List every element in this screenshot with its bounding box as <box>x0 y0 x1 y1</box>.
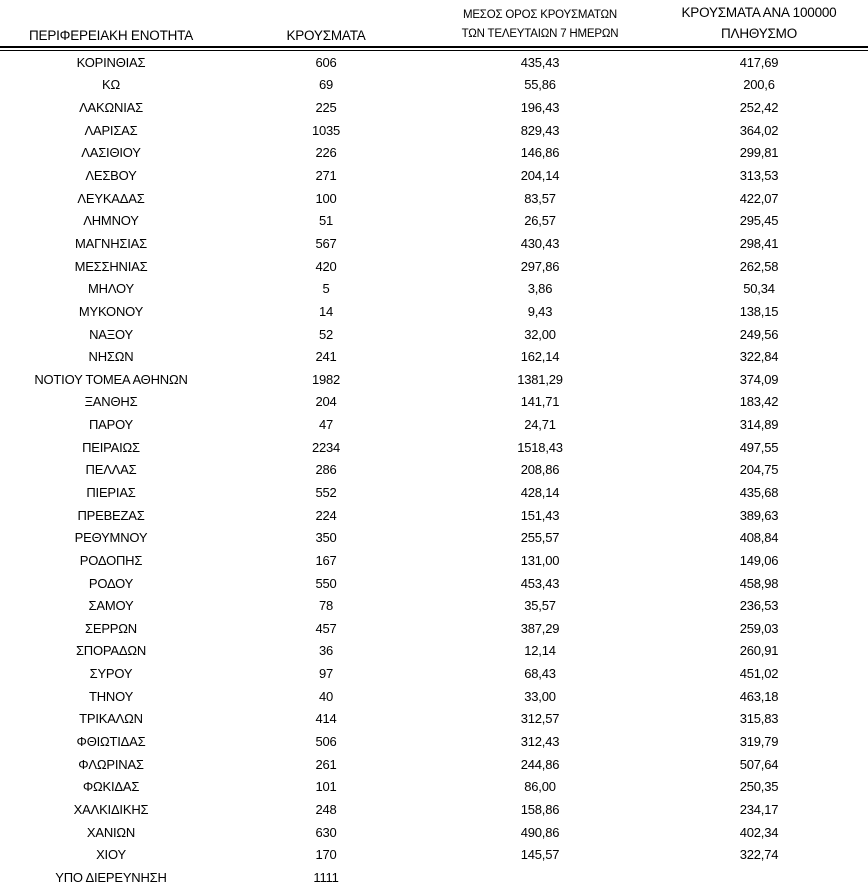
avg7-cell: 26,57 <box>524 213 556 229</box>
cases-cell: 47 <box>318 417 334 433</box>
table-row <box>0 142 868 165</box>
cases-cell: 420 <box>315 258 337 274</box>
per100k-cell: 295,45 <box>739 213 779 229</box>
col-header-avg7 <box>430 0 650 46</box>
per100k-cell: 236,53 <box>739 598 779 614</box>
avg7-cell: 430,43 <box>520 235 560 251</box>
region-cell: ΛΑΚΩΝΙΑΣ <box>79 100 143 116</box>
cases-cell: 225 <box>315 100 337 116</box>
cases-cell: 14 <box>318 303 334 319</box>
per100k-cell: 249,56 <box>739 326 779 342</box>
table-row <box>0 255 868 278</box>
region-cell: ΝΑΞΟΥ <box>89 326 133 342</box>
avg7-cell: 312,43 <box>520 734 560 750</box>
region-cell: ΣΥΡΟΥ <box>89 666 133 682</box>
table-header <box>0 0 868 46</box>
per100k-cell <box>650 866 868 889</box>
table-row <box>0 798 868 821</box>
per100k-cell: 234,17 <box>739 801 779 817</box>
region-cell: ΣΕΡΡΩΝ <box>85 620 137 636</box>
per100k-cell: 497,55 <box>739 439 779 455</box>
cases-cell: 271 <box>315 168 337 184</box>
table-row <box>0 572 868 595</box>
region-cell: ΠΙΕΡΙΑΣ <box>86 484 136 500</box>
per100k-cell: 252,42 <box>739 100 779 116</box>
per100k-cell: 408,84 <box>739 530 779 546</box>
table-row <box>0 232 868 255</box>
per100k-cell: 402,34 <box>739 824 779 840</box>
cases-cell: 100 <box>315 190 337 206</box>
cases-cell: 40 <box>318 688 334 704</box>
per100k-cell: 417,69 <box>739 54 779 70</box>
cases-cell: 1982 <box>311 371 341 387</box>
cases-cell: 630 <box>315 824 337 840</box>
cases-cell: 1111 <box>313 869 339 885</box>
cases-cell: 261 <box>315 756 337 772</box>
table-row <box>0 708 868 731</box>
region-cell: ΛΑΡΙΣΑΣ <box>84 122 138 138</box>
avg7-cell: 158,86 <box>520 801 560 817</box>
avg7-cell: 829,43 <box>520 122 560 138</box>
table-row <box>0 549 868 572</box>
col-header-per100k <box>650 0 868 46</box>
avg7-cell: 255,57 <box>520 530 560 546</box>
region-cell: ΝΗΣΩΝ <box>88 349 134 365</box>
avg7-cell: 32,00 <box>524 326 556 342</box>
header-row <box>0 0 868 46</box>
per100k-cell: 314,89 <box>739 417 779 433</box>
avg7-cell: 244,86 <box>520 756 560 772</box>
cases-cell: 5 <box>322 281 330 297</box>
avg7-cell: 387,29 <box>520 620 560 636</box>
cases-cell: 457 <box>315 620 337 636</box>
col-header-per100k-line2: ΠΛΗΘΥΣΜΟ <box>720 26 798 41</box>
cases-cell: 2234 <box>311 439 341 455</box>
per100k-cell: 315,83 <box>739 711 779 727</box>
avg7-cell <box>430 866 650 889</box>
per100k-cell: 298,41 <box>739 235 779 251</box>
cases-cell: 167 <box>315 552 337 568</box>
cases-cell: 248 <box>315 801 337 817</box>
table-row <box>0 51 868 74</box>
table-row <box>0 96 868 119</box>
region-cell: ΝΟΤΙΟΥ ΤΟΜΕΑ ΑΘΗΝΩΝ <box>34 371 188 387</box>
per100k-cell: 204,75 <box>739 462 779 478</box>
avg7-cell: 3,86 <box>527 281 553 297</box>
col-header-per100k-line1: ΚΡΟΥΣΜΑΤΑ ΑΝΑ 100000 <box>681 5 837 20</box>
avg7-cell: 312,57 <box>520 711 560 727</box>
per100k-cell: 374,09 <box>739 371 779 387</box>
region-cell: ΜΗΛΟΥ <box>88 281 134 297</box>
col-header-cases: ΚΡΟΥΣΜΑΤΑ <box>286 28 366 43</box>
avg7-cell: 1381,29 <box>517 371 563 387</box>
avg7-cell: 35,57 <box>524 598 556 614</box>
per100k-cell: 451,02 <box>739 666 779 682</box>
table-row <box>0 843 868 866</box>
table-row <box>0 413 868 436</box>
avg7-cell: 145,57 <box>520 847 560 863</box>
cases-cell: 224 <box>315 507 337 523</box>
region-cell: ΦΘΙΩΤΙΔΑΣ <box>76 734 146 750</box>
cases-cell: 567 <box>315 235 337 251</box>
table-row <box>0 753 868 776</box>
avg7-cell: 141,71 <box>520 394 560 410</box>
region-cell: ΤΗΝΟΥ <box>88 688 134 704</box>
region-cell: ΦΛΩΡΙΝΑΣ <box>78 756 144 772</box>
region-cell: ΜΥΚΟΝΟΥ <box>78 303 144 319</box>
per100k-cell: 507,64 <box>739 756 779 772</box>
cases-cell: 101 <box>315 779 337 795</box>
avg7-cell: 435,43 <box>520 54 560 70</box>
per100k-cell: 250,35 <box>739 779 779 795</box>
table-row <box>0 526 868 549</box>
table-row <box>0 662 868 685</box>
region-cell: ΜΕΣΣΗΝΙΑΣ <box>74 258 148 274</box>
region-cell: ΥΠΟ ΔΙΕΡΕΥΝΗΣΗ <box>55 869 167 885</box>
table-row <box>0 74 868 97</box>
region-cell: ΠΕΛΛΑΣ <box>85 462 137 478</box>
cases-cell: 204 <box>315 394 337 410</box>
region-cell: ΠΕΙΡΑΙΩΣ <box>82 439 140 455</box>
table-row <box>0 209 868 232</box>
cases-cell: 78 <box>318 598 334 614</box>
table-row <box>0 368 868 391</box>
table-row <box>0 345 868 368</box>
avg7-cell: 146,86 <box>520 145 560 161</box>
table-row <box>0 617 868 640</box>
per100k-cell: 463,18 <box>739 688 779 704</box>
table-row <box>0 277 868 300</box>
per100k-cell: 259,03 <box>739 620 779 636</box>
table-row <box>0 866 868 889</box>
table-row <box>0 821 868 844</box>
region-cell: ΠΑΡΟΥ <box>88 417 134 433</box>
table-row <box>0 459 868 482</box>
col-header-region: ΠΕΡΙΦΕΡΕΙΑΚΗ ΕΝΟΤΗΤΑ <box>28 28 194 43</box>
table-row <box>0 776 868 799</box>
region-cell: ΛΑΣΙΘΙΟΥ <box>81 145 141 161</box>
region-cell: ΚΩ <box>102 77 120 93</box>
table-row <box>0 594 868 617</box>
region-cell: ΞΑΝΘΗΣ <box>84 394 138 410</box>
avg7-cell: 204,14 <box>520 168 560 184</box>
avg7-cell: 1518,43 <box>517 439 563 455</box>
table-body <box>0 51 868 889</box>
table-row <box>0 164 868 187</box>
per100k-cell: 313,53 <box>739 168 779 184</box>
per100k-cell: 389,63 <box>739 507 779 523</box>
region-cell: ΛΕΥΚΑΔΑΣ <box>77 190 145 206</box>
per100k-cell: 422,07 <box>739 190 779 206</box>
table-row <box>0 300 868 323</box>
per100k-cell: 319,79 <box>739 734 779 750</box>
cases-cell: 552 <box>315 484 337 500</box>
region-cell: ΧΙΟΥ <box>96 847 126 863</box>
region-cell: ΤΡΙΚΑΛΩΝ <box>79 711 143 727</box>
per100k-cell: 299,81 <box>739 145 779 161</box>
table-row <box>0 730 868 753</box>
region-cell: ΠΡΕΒΕΖΑΣ <box>77 507 145 523</box>
per100k-cell: 138,15 <box>739 303 779 319</box>
per100k-cell: 364,02 <box>739 122 779 138</box>
cases-cell: 506 <box>315 734 337 750</box>
table-row <box>0 187 868 210</box>
table-row <box>0 323 868 346</box>
avg7-cell: 83,57 <box>524 190 556 206</box>
avg7-cell: 33,00 <box>524 688 556 704</box>
region-cell: ΡΕΘΥΜΝΟΥ <box>74 530 148 546</box>
cases-cell: 286 <box>315 462 337 478</box>
avg7-cell: 162,14 <box>520 349 560 365</box>
per100k-cell: 183,42 <box>739 394 779 410</box>
region-cell: ΡΟΔΟΥ <box>88 575 134 591</box>
region-cell: ΚΟΡΙΝΘΙΑΣ <box>76 54 146 70</box>
table-row <box>0 391 868 414</box>
avg7-cell: 151,43 <box>520 507 560 523</box>
table-row <box>0 481 868 504</box>
avg7-cell: 12,14 <box>524 643 556 659</box>
data-table <box>0 51 868 889</box>
avg7-cell: 68,43 <box>524 666 556 682</box>
cases-cell: 350 <box>315 530 337 546</box>
table-row <box>0 436 868 459</box>
per100k-cell: 50,34 <box>743 281 775 297</box>
cases-cell: 52 <box>318 326 334 342</box>
per100k-cell: 200,6 <box>743 77 775 93</box>
cases-cell: 69 <box>318 77 334 93</box>
cases-cell: 170 <box>315 847 337 863</box>
avg7-cell: 453,43 <box>520 575 560 591</box>
per100k-cell: 262,58 <box>739 258 779 274</box>
cases-cell: 51 <box>318 213 334 229</box>
region-cell: ΣΑΜΟΥ <box>88 598 134 614</box>
table-row <box>0 504 868 527</box>
cases-cell: 1035 <box>311 122 341 138</box>
col-header-avg7-line1: ΜΕΣΟΣ ΟΡΟΣ ΚΡΟΥΣΜΑΤΩΝ <box>462 9 618 21</box>
region-cell: ΡΟΔΟΠΗΣ <box>79 552 143 568</box>
per100k-cell: 149,06 <box>739 552 779 568</box>
region-cell: ΜΑΓΝΗΣΙΑΣ <box>75 235 147 251</box>
avg7-cell: 297,86 <box>520 258 560 274</box>
col-header-avg7-line2: ΤΩΝ ΤΕΛΕΥΤΑΙΩΝ 7 ΗΜΕΡΩΝ <box>461 28 619 40</box>
region-cell: ΛΕΣΒΟΥ <box>85 168 137 184</box>
per100k-cell: 322,74 <box>739 847 779 863</box>
avg7-cell: 196,43 <box>520 100 560 116</box>
cases-cell: 550 <box>315 575 337 591</box>
per100k-cell: 435,68 <box>739 484 779 500</box>
avg7-cell: 9,43 <box>527 303 553 319</box>
avg7-cell: 24,71 <box>524 417 556 433</box>
avg7-cell: 86,00 <box>524 779 556 795</box>
avg7-cell: 428,14 <box>520 484 560 500</box>
cases-cell: 36 <box>318 643 334 659</box>
region-cell: ΛΗΜΝΟΥ <box>83 213 139 229</box>
avg7-cell: 208,86 <box>520 462 560 478</box>
cases-cell: 226 <box>315 145 337 161</box>
region-cell: ΧΑΛΚΙΔΙΚΗΣ <box>73 801 149 817</box>
table-row <box>0 119 868 142</box>
avg7-cell: 55,86 <box>524 77 556 93</box>
avg7-cell: 131,00 <box>520 552 560 568</box>
cases-cell: 241 <box>315 349 337 365</box>
region-cell: ΦΩΚΙΔΑΣ <box>82 779 140 795</box>
per100k-cell: 322,84 <box>739 349 779 365</box>
table-row <box>0 640 868 663</box>
cases-cell: 97 <box>318 666 334 682</box>
region-cell: ΧΑΝΙΩΝ <box>86 824 136 840</box>
per100k-cell: 260,91 <box>739 643 779 659</box>
cases-cell: 606 <box>315 54 337 70</box>
table-row <box>0 685 868 708</box>
avg7-cell: 490,86 <box>520 824 560 840</box>
region-cell: ΣΠΟΡΑΔΩΝ <box>75 643 147 659</box>
per100k-cell: 458,98 <box>739 575 779 591</box>
cases-cell: 414 <box>315 711 337 727</box>
